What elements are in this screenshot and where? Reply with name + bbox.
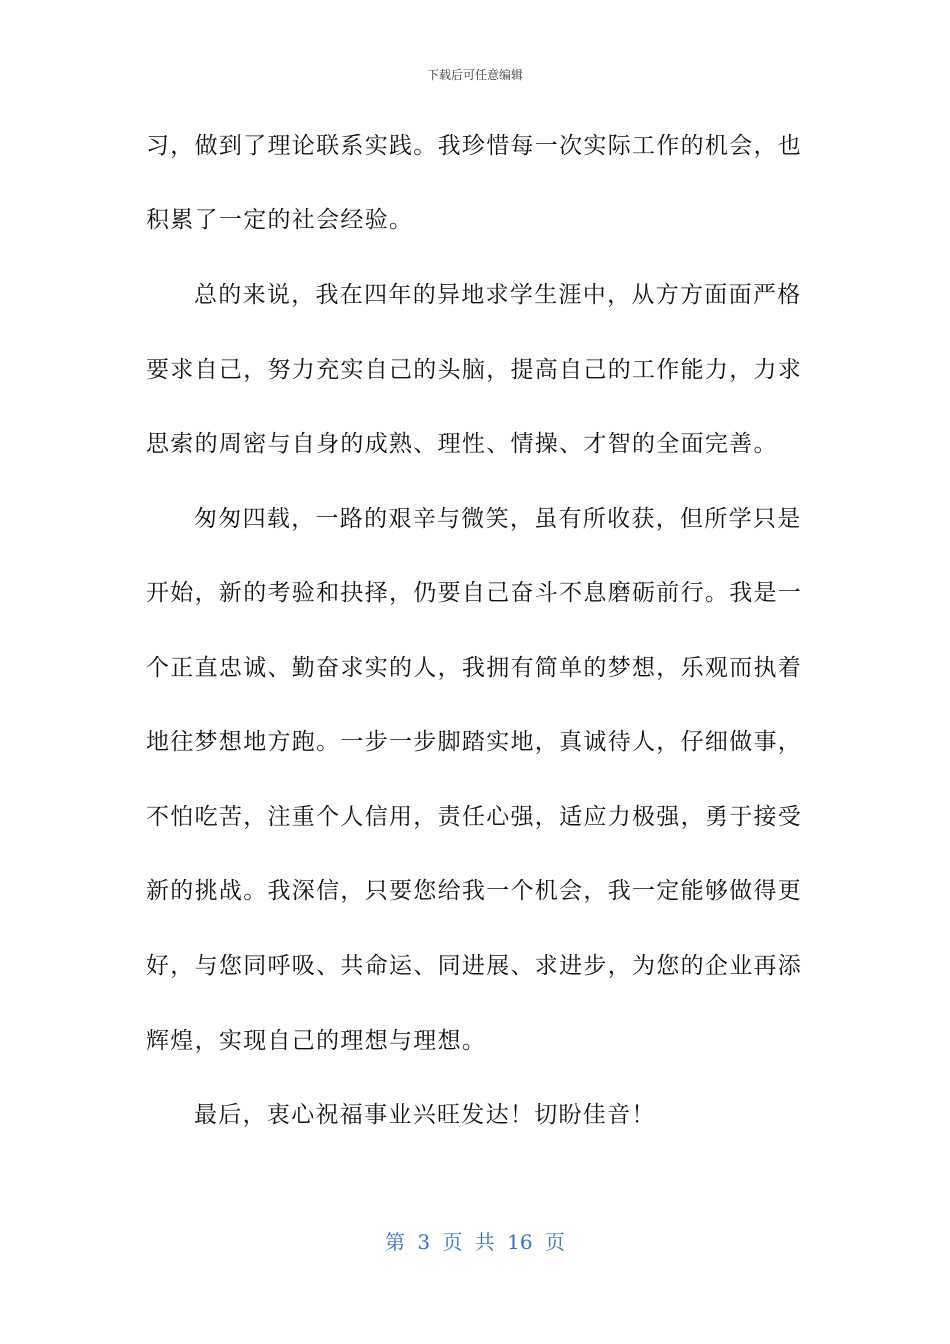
- header-note: 下载后可任意编辑: [426, 68, 523, 82]
- body-line: 好，与您同呼吸、共命运、同进展、求进步，为您的企业再添: [146, 953, 803, 979]
- body-line: 总的来说，我在四年的异地求学生涯中，从方方面面严格: [194, 282, 802, 308]
- body-line: 辉煌，实现自己的理想与理想。: [146, 1028, 487, 1054]
- body-line: 匆匆四载，一路的艰辛与微笑，虽有所收获，但所学只是: [194, 506, 802, 532]
- body-line: 地往梦想地方跑。一步一步脚踏实地，真诚待人，仔细做事，: [146, 729, 803, 755]
- page-number: 第 3 页 共 16 页: [385, 1230, 565, 1254]
- body-line: 习，做到了理论联系实践。我珍惜每一次实际工作的机会，也: [146, 133, 803, 159]
- body-line: 不怕吃苦，注重个人信用，责任心强，适应力极强，勇于接受: [146, 804, 803, 830]
- body-line: 最后，衷心祝福事业兴旺发达！切盼佳音！: [194, 1102, 656, 1128]
- body-line: 思索的周密与自身的成熟、理性、情操、才智的全面完善。: [146, 431, 778, 457]
- body-line: 要求自己，努力充实自己的头脑，提高自己的工作能力，力求: [146, 357, 803, 383]
- body-line: 个正直忠诚、勤奋求实的人，我拥有简单的梦想，乐观而执着: [146, 655, 803, 681]
- body-line: 开始，新的考验和抉择，仍要自己奋斗不息磨砺前行。我是一: [146, 580, 803, 606]
- body-line: 积累了一定的社会经验。: [146, 207, 414, 233]
- body-line: 新的挑战。我深信，只要您给我一个机会，我一定能够做得更: [146, 878, 803, 904]
